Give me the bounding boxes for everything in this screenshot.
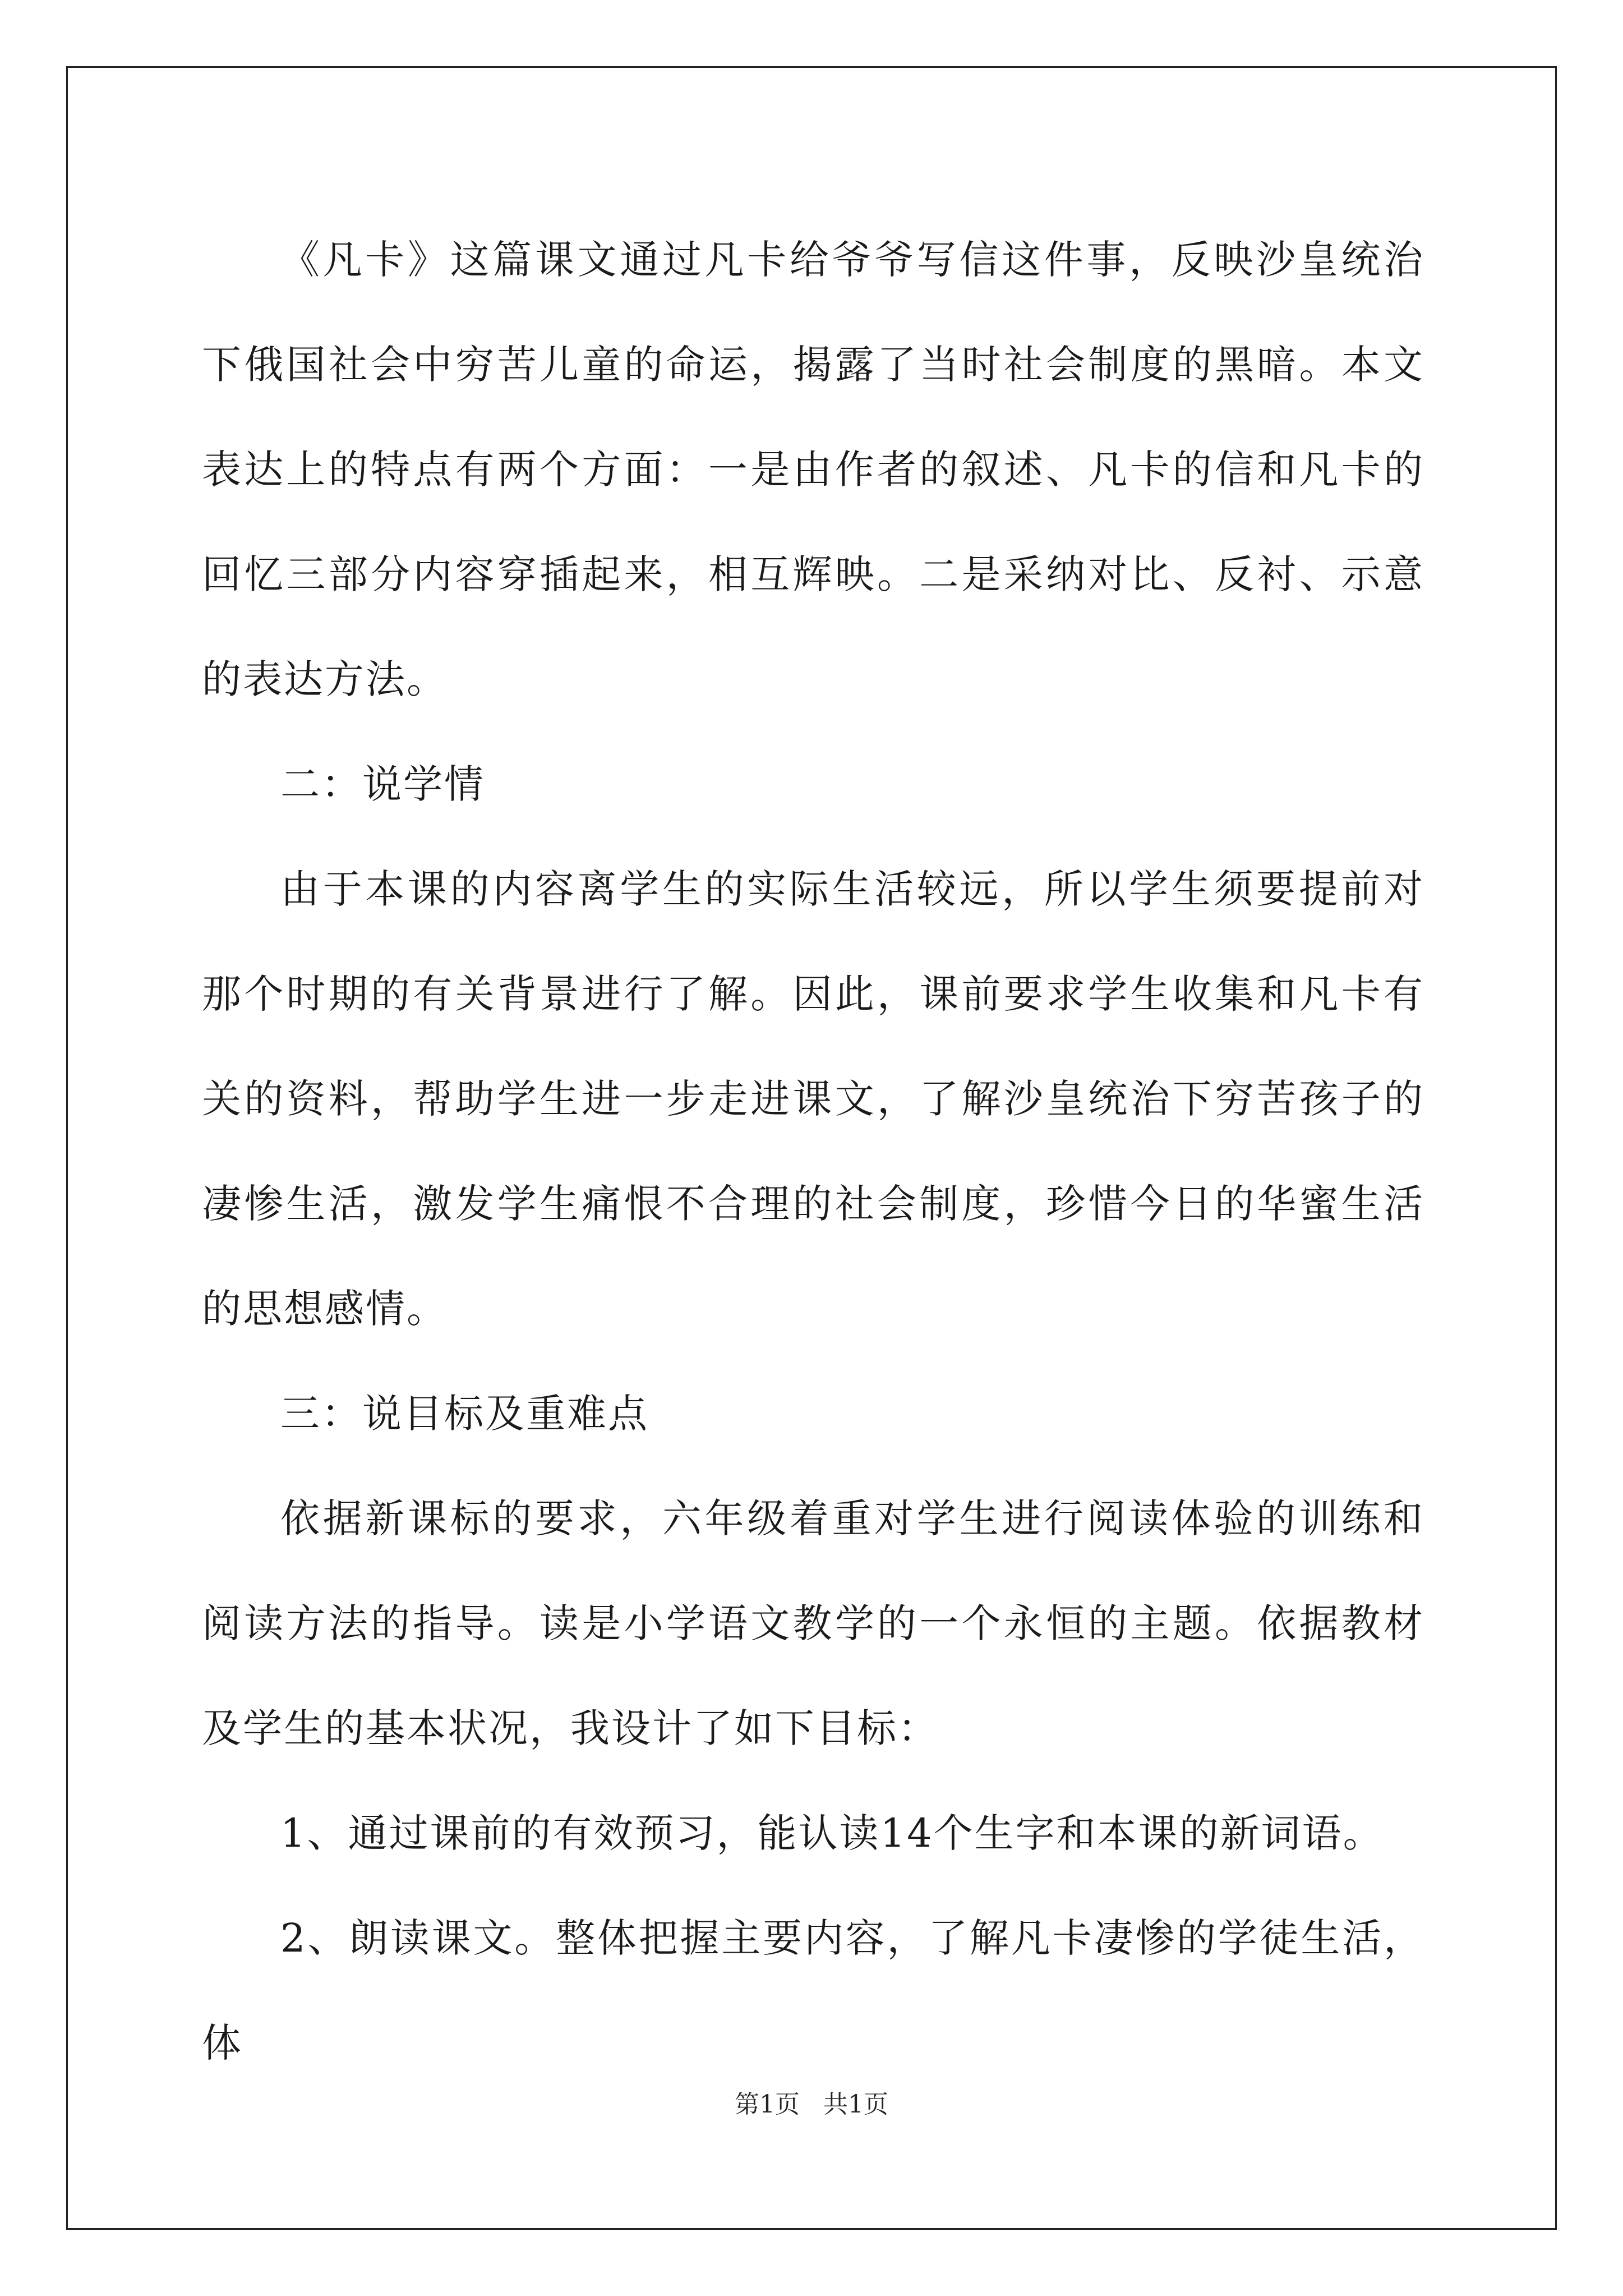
- goal-item-2: 2、朗读课文。整体把握主要内容，了解凡卡凄惨的学徒生活，体: [202, 1915, 1424, 2066]
- section-heading-learning: 二：说学情: [280, 761, 485, 807]
- page-number: 第1页: [735, 2090, 800, 2119]
- document-body: [202, 208, 1424, 2096]
- paragraph-intro: 《凡卡》这篇课文通过凡卡给爷爷写信这件事，反映沙皇统治下俄国社会中穷苦儿童的命运，揭露了当时社会制度的黑暗。本文表达上的特点有两个方面：一是由作者的叙述、凡卡的信和凡卡的回忆三部分内容穿插起来，相互辉映。二是采纳对比、反衬、示意的表达方法。: [202, 237, 1424, 702]
- paragraph-goals: 依据新课标的要求，六年级着重对学生进行阅读体验的训练和阅读方法的指导。读是小学语文教学的一个永恒的主题。依据教材及学生的基本状况，我设计了如下目标：: [202, 1496, 1424, 1751]
- page-footer: [0, 2088, 1623, 2122]
- goal-item-1: 1、通过课前的有效预习，能认读14个生字和本课的新词语。: [280, 1810, 1384, 1856]
- section-heading-goals: 三：说目标及重难点: [280, 1391, 649, 1437]
- paragraph-learning: 由于本课的内容离学生的实际生活较远，所以学生须要提前对那个时期的有关背景进行了解。因此，课前要求学生收集和凡卡有关的资料，帮助学生进一步走进课文，了解沙皇统治下穷苦孩子的凄惨生活，激发学生痛恨不合理的社会制度，珍惜今日的华蜜生活的思想感情。: [202, 866, 1424, 1332]
- page-total: 共1页: [823, 2090, 888, 2119]
